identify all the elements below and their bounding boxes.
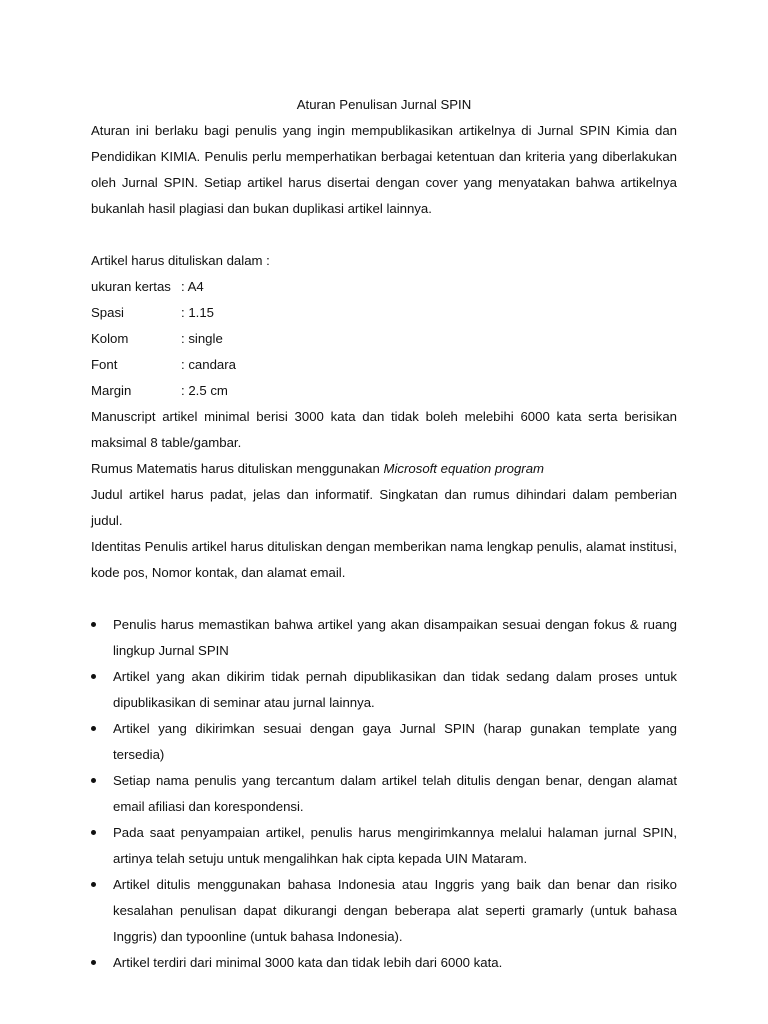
bullet-icon [91, 882, 96, 887]
document-body [91, 92, 677, 976]
list-item-text: Artikel yang dikirimkan sesuai dengan gaya Jurnal SPIN (harap gunakan template yang tersedia) [113, 721, 677, 762]
spec-value: : 2.5 cm [181, 383, 228, 398]
requirements-list [91, 612, 677, 976]
format-heading: Artikel harus dituliskan dalam : [91, 253, 270, 268]
spec-list [91, 274, 677, 404]
intro-paragraph: Aturan ini berlaku bagi penulis yang ingin mempublikasikan artikelnya di Jurnal SPIN Kimia dan Pendidikan KIMIA. Penulis perlu memperhatikan berbagai ketentuan dan kriteria yang diberlakukan oleh Jurnal SPIN. Setiap artikel harus disertai dengan cover yang menyatakan bahwa artikelnya bukanlah hasil plagiasi dan bukan duplikasi artikel lainnya. [91, 123, 677, 216]
formula-program-name: Microsoft equation program [383, 461, 545, 476]
spec-row-margin [91, 378, 677, 404]
list-item [91, 872, 677, 950]
list-item-text: Artikel ditulis menggunakan bahasa Indonesia atau Inggris yang baik dan benar dan risiko kesalahan penulisan dapat dikurangi dengan beberapa alat seperti gramarly (untuk bahasa Inggris) dan typoonline (untuk bahasa Indonesia). [113, 877, 677, 944]
bullet-icon [91, 726, 96, 731]
spec-key: Kolom [91, 331, 129, 346]
bullet-icon [91, 960, 96, 965]
paragraph-spacer [91, 586, 677, 612]
list-item-text: Penulis harus memastikan bahwa artikel yang akan disampaikan sesuai dengan fokus & ruang lingkup Jurnal SPIN [113, 617, 677, 658]
spec-value: : single [181, 331, 223, 346]
bullet-icon [91, 778, 96, 783]
list-item [91, 820, 677, 872]
list-item-text: Artikel yang akan dikirim tidak pernah dipublikasikan dan tidak sedang dalam proses untuk dipublikasikan di seminar atau jurnal lainnya. [113, 669, 677, 710]
spec-key: Margin [91, 383, 132, 398]
list-item [91, 768, 677, 820]
bullet-icon [91, 674, 96, 679]
bullet-icon [91, 830, 96, 835]
spec-value: : A4 [181, 279, 204, 294]
paragraph-spacer [91, 222, 677, 248]
list-item [91, 950, 677, 976]
spec-key: ukuran kertas [91, 279, 171, 294]
formula-rule [91, 456, 677, 482]
bullet-icon [91, 622, 96, 627]
spec-row-spacing [91, 300, 677, 326]
identity-rule: Identitas Penulis artikel harus dituliskan dengan memberikan nama lengkap penulis, alamat institusi, kode pos, Nomor kontak, dan alamat email. [91, 539, 677, 580]
formula-rule-text: Rumus Matematis harus dituliskan menggunakan [91, 461, 384, 476]
manuscript-rule: Manuscript artikel minimal berisi 3000 kata dan tidak boleh melebihi 6000 kata serta berisikan maksimal 8 table/gambar. [91, 409, 677, 450]
spec-key: Font [91, 357, 118, 372]
spec-row-font [91, 352, 677, 378]
spec-key: Spasi [91, 305, 124, 320]
spec-value: : 1.15 [181, 305, 214, 320]
spec-row-paper-size [91, 274, 677, 300]
list-item [91, 664, 677, 716]
spec-row-columns [91, 326, 677, 352]
title-rule: Judul artikel harus padat, jelas dan informatif. Singkatan dan rumus dihindari dalam pemberian judul. [91, 487, 677, 528]
list-item [91, 612, 677, 664]
document-title: Aturan Penulisan Jurnal SPIN [296, 97, 472, 112]
list-item-text: Pada saat penyampaian artikel, penulis harus mengirimkannya melalui halaman jurnal SPIN, artinya telah setuju untuk mengalihkan hak cipta kepada UIN Mataram. [113, 825, 677, 866]
spec-value: : candara [181, 357, 236, 372]
list-item [91, 716, 677, 768]
list-item-text: Artikel terdiri dari minimal 3000 kata dan tidak lebih dari 6000 kata. [113, 955, 503, 970]
list-item-text: Setiap nama penulis yang tercantum dalam artikel telah ditulis dengan benar, dengan alamat email afiliasi dan korespondensi. [113, 773, 677, 814]
